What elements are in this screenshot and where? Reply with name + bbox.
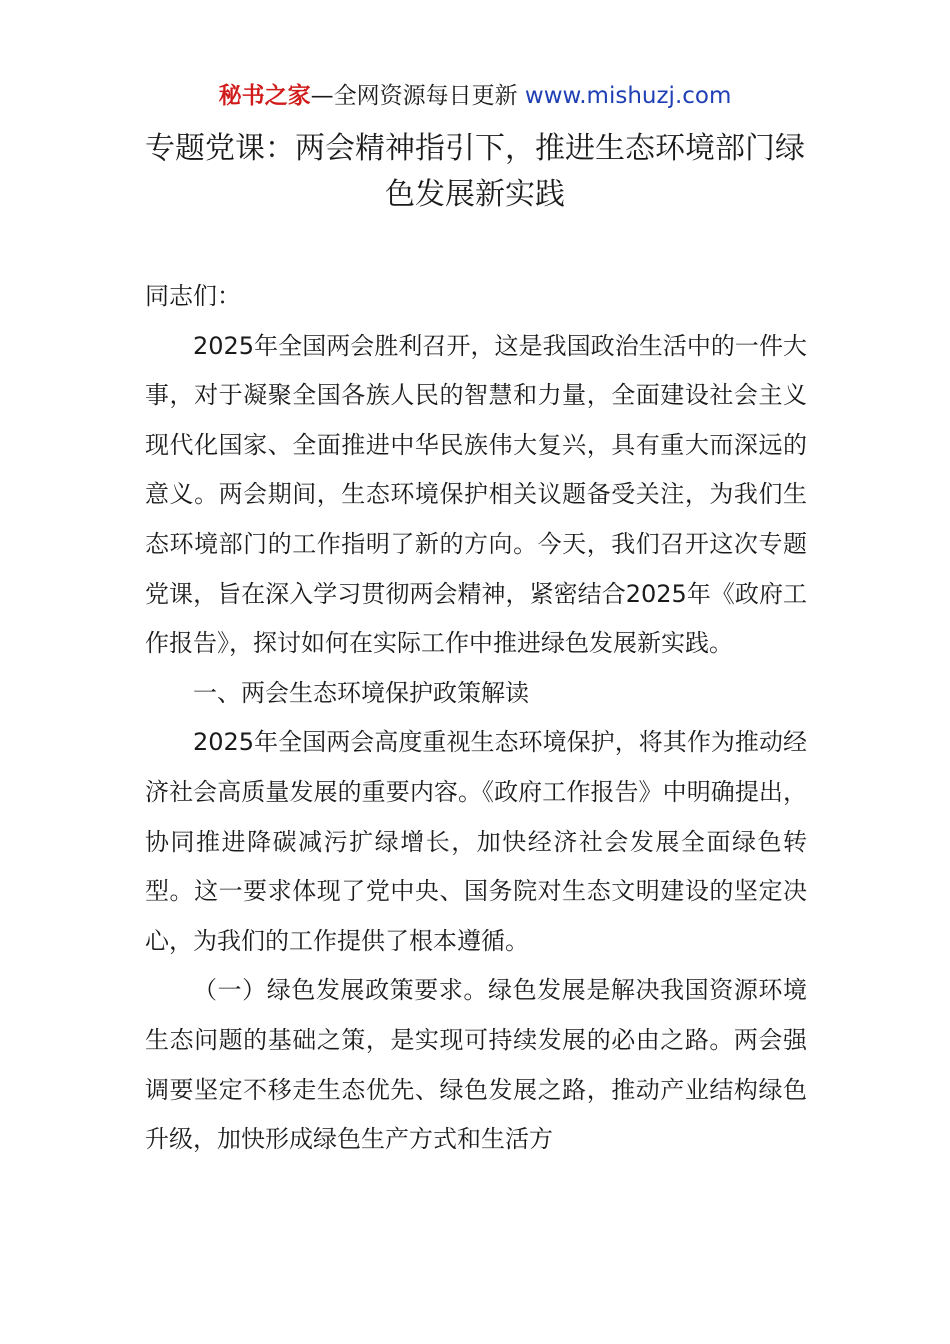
paragraph-intro: 2025年全国两会胜利召开，这是我国政治生活中的一件大事，对于凝聚全国各族人民的智慧和力量，全面建设社会主义现代化国家、全面推进中华民族伟大复兴，具有重大而深远的意义。两会期间，生态环境保护相关议题备受关注，为我们生态环境部门的工作指明了新的方向。今天，我们召开这次专题党课，旨在深入学习贯彻两会精神，紧密结合2025年《政府工作报告》，探讨如何在实际工作中推进绿色发展新实践。	[145, 331, 807, 658]
site-header	[0, 80, 950, 112]
paragraph-policy: 2025年全国两会高度重视生态环境保护，将其作为推动经济社会高质量发展的重要内容。《政府工作报告》中明确提出，协同推进降碳减污扩绿增长，加快经济社会发展全面绿色转型。这一要求体现了党中央、国务院对生态文明建设的坚定决心，为我们的工作提供了根本遵循。	[145, 728, 807, 955]
document-body	[145, 272, 807, 1165]
brand-name: 秘书之家	[218, 83, 311, 109]
site-url-link[interactable]: www.mishuzj.com	[524, 83, 732, 109]
paragraph-subsection: （一）绿色发展政策要求。绿色发展是解决我国资源环境生态问题的基础之策，是实现可持续发展的必由之路。两会强调要坚定不移走生态优先、绿色发展之路，推动产业结构绿色升级，加快形成绿色生产方式和生活方	[145, 976, 807, 1154]
document-title: 专题党课：两会精神指引下，推进生态环境部门绿色发展新实践	[145, 131, 805, 212]
salutation: 同志们：	[145, 282, 241, 310]
section-heading: 一、两会生态环境保护政策解读	[193, 678, 529, 707]
site-tagline: —全网资源每日更新	[310, 83, 525, 109]
